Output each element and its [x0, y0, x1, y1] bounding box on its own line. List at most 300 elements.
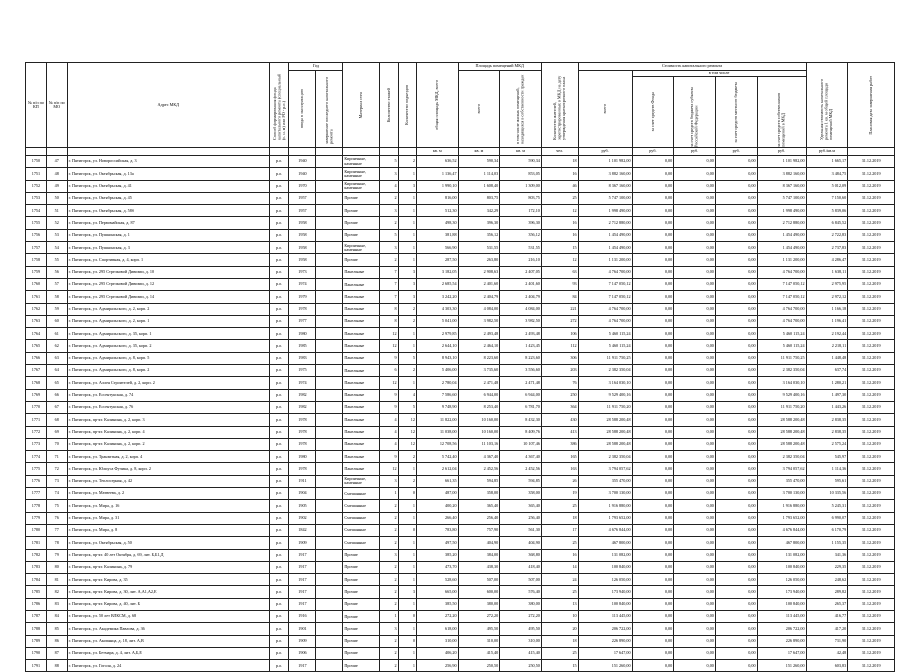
table-cell: 206 722,00: [757, 623, 806, 635]
table-cell: г. Пятигорск, ул. Мира, д. 8: [67, 524, 269, 536]
table-cell: 3 182,05: [416, 266, 458, 278]
table-cell: 7 147 050,12: [757, 278, 806, 290]
table-cell: 0,00: [715, 475, 757, 487]
table-cell: 10 160,00: [458, 426, 500, 438]
table-cell: Панельные: [343, 315, 380, 327]
table-cell: 31.12.2019: [848, 328, 895, 340]
table-cell: 561,30: [500, 524, 542, 536]
table-cell: [316, 426, 343, 438]
table-cell: 2: [380, 524, 398, 536]
table-cell: 355 470,00: [757, 475, 806, 487]
table-cell: [316, 623, 343, 635]
table-cell: 358,00: [458, 488, 500, 500]
table-cell: 3: [398, 180, 416, 192]
table-cell: 3 982,50: [500, 315, 542, 327]
table-cell: 2: [380, 647, 398, 659]
table-cell: 495,50: [500, 623, 542, 635]
table-cell: р.о.: [269, 365, 289, 377]
table-cell: 8 223,60: [458, 352, 500, 364]
table-cell: 3 700 130,00: [578, 488, 632, 500]
table-cell: 731,90: [806, 635, 848, 647]
table-cell: 1 114,03: [458, 168, 500, 180]
table-cell: 0,00: [632, 315, 674, 327]
table-cell: 93: [541, 278, 578, 290]
table-cell: 86: [46, 635, 67, 647]
table-cell: 1: [398, 647, 416, 659]
table-cell: 1753: [26, 192, 47, 204]
table-cell: Кирпичные, каменные: [343, 180, 380, 192]
table-cell: р.о.: [269, 340, 289, 352]
table-cell: 60: [46, 315, 67, 327]
col-cost-local: за счет средств местного бюджета: [715, 77, 757, 148]
table-cell: 0,00: [674, 156, 716, 168]
table-cell: 20: [541, 623, 578, 635]
table-cell: 31.12.2019: [848, 352, 895, 364]
table-cell: 1776: [26, 475, 47, 487]
table-row: [26, 586, 895, 598]
table-cell: 2 493,48: [500, 328, 542, 340]
table-cell: Прочие: [343, 192, 380, 204]
table-cell: 1916: [289, 610, 316, 622]
table-row: [26, 475, 895, 487]
table-cell: 2: [380, 586, 398, 598]
table-cell: г. Пятигорск, ул. Адмиральского, д. 35, корп. 2: [67, 340, 269, 352]
table-cell: 1789: [26, 635, 47, 647]
table-cell: 272,20: [416, 610, 458, 622]
table-cell: 380,00: [458, 598, 500, 610]
table-cell: 256,40: [500, 512, 542, 524]
table-cell: [316, 610, 343, 622]
table-cell: 16: [541, 229, 578, 241]
table-cell: Прочие: [343, 574, 380, 586]
table-cell: 31.12.2019: [848, 229, 895, 241]
table-cell: 7: [380, 278, 398, 290]
table-cell: 11 911 750,25: [578, 352, 632, 364]
table-cell: 18: [541, 512, 578, 524]
table-cell: [316, 524, 343, 536]
table-cell: 15: [541, 242, 578, 254]
table-cell: 0,00: [674, 610, 716, 622]
table-cell: 3 556,60: [500, 365, 542, 377]
table-row: [26, 192, 895, 204]
table-cell: 3: [380, 623, 398, 635]
table-cell: 2 722,83: [806, 229, 848, 241]
table-cell: 0,00: [715, 401, 757, 413]
table-cell: 7: [380, 291, 398, 303]
table-cell: 2 780,04: [416, 377, 458, 389]
table-cell: 1754: [26, 205, 47, 217]
table-cell: р.о.: [269, 389, 289, 401]
table-cell: 1781: [26, 537, 47, 549]
table-cell: 2 407,05: [500, 266, 542, 278]
table-cell: 381,88: [416, 229, 458, 241]
table-cell: 2 712 880,00: [578, 217, 632, 229]
table-cell: 1982: [289, 389, 316, 401]
table-cell: 1760: [26, 278, 47, 290]
table-cell: 2: [380, 537, 398, 549]
table-cell: 25: [541, 192, 578, 204]
table-cell: 2 382 350,04: [757, 365, 806, 377]
table-cell: 0,00: [674, 377, 716, 389]
table-cell: 1777: [26, 488, 47, 500]
table-cell: 56: [46, 266, 67, 278]
table-cell: 4 676 844,00: [578, 524, 632, 536]
table-cell: 163: [541, 463, 578, 475]
table-cell: 4 764 700,00: [578, 266, 632, 278]
table-cell: 0,00: [632, 303, 674, 315]
table-cell: 0,00: [632, 512, 674, 524]
table-cell: 0,00: [674, 205, 716, 217]
table-cell: р.о.: [269, 610, 289, 622]
table-cell: 1768: [26, 377, 47, 389]
table-cell: р.о.: [269, 254, 289, 266]
table-cell: 31.12.2019: [848, 254, 895, 266]
table-cell: 3: [380, 205, 398, 217]
table-row: [26, 291, 895, 303]
table-cell: 63: [541, 266, 578, 278]
table-cell: 590,34: [500, 156, 542, 168]
table-cell: 131 082,00: [578, 549, 632, 561]
table-cell: 0,00: [632, 365, 674, 377]
table-cell: 1786: [26, 598, 47, 610]
table-cell: 2: [380, 192, 398, 204]
table-cell: Прочие: [343, 205, 380, 217]
table-row: [26, 647, 895, 659]
table-cell: 0,00: [674, 266, 716, 278]
table-cell: 3: [398, 586, 416, 598]
table-cell: 473,70: [416, 561, 458, 573]
table-cell: 256,90: [416, 660, 458, 672]
table-cell: 82: [46, 586, 67, 598]
table-cell: 31.12.2019: [848, 635, 895, 647]
table-cell: [316, 278, 343, 290]
table-cell: 0,00: [715, 229, 757, 241]
table-cell: 263,80: [458, 254, 500, 266]
table-cell: 7 586,60: [416, 389, 458, 401]
table-cell: г. Пятигорск, ул. 295 Стрелковой Дивизии, д. 12: [67, 278, 269, 290]
table-cell: 151 260,00: [578, 660, 632, 672]
table-cell: 61: [46, 328, 67, 340]
table-cell: 1 638,11: [806, 266, 848, 278]
col-year-commission: ввода в эксплуатацию: [289, 71, 316, 148]
col-cost-total: всего: [578, 71, 632, 148]
table-cell: 418,40: [500, 561, 542, 573]
table-cell: 1: [398, 205, 416, 217]
table-cell: 1917: [289, 549, 316, 561]
table-cell: 0,00: [632, 488, 674, 500]
table-cell: [316, 254, 343, 266]
table-row: [26, 205, 895, 217]
table-cell: 2 382 350,04: [578, 365, 632, 377]
table-cell: 1756: [26, 229, 47, 241]
col-area-total: всего: [458, 71, 500, 148]
table-cell: 31.12.2019: [848, 451, 895, 463]
table-cell: 0,00: [715, 647, 757, 659]
table-cell: р.о.: [269, 414, 289, 426]
table-cell: 2 975,95: [806, 278, 848, 290]
table-cell: 803,75: [458, 192, 500, 204]
table-cell: 272,20: [458, 610, 500, 622]
table-cell: 1772: [26, 426, 47, 438]
table-row: [26, 303, 895, 315]
table-cell: 216,10: [500, 254, 542, 266]
table-cell: 85: [46, 623, 67, 635]
table-cell: 1: [398, 549, 416, 561]
table-row: [26, 610, 895, 622]
table-cell: 0,00: [715, 549, 757, 561]
table-row: [26, 156, 895, 168]
table-cell: 487,00: [416, 488, 458, 500]
table-cell: 76: [46, 512, 67, 524]
table-row: [26, 561, 895, 573]
table-cell: 3 794 057,62: [578, 463, 632, 475]
table-cell: 0,00: [674, 488, 716, 500]
table-cell: 0,00: [674, 426, 716, 438]
table-cell: [316, 438, 343, 450]
table-cell: 4: [380, 180, 398, 192]
table-cell: Панельные: [343, 426, 380, 438]
col-cost-fund: за счет средств Фонда: [632, 77, 674, 148]
table-cell: 2 644,10: [416, 340, 458, 352]
table-cell: 3 794 057,62: [757, 463, 806, 475]
table-cell: 0,00: [715, 254, 757, 266]
table-row: [26, 328, 895, 340]
table-cell: 0,00: [715, 635, 757, 647]
table-cell: 4: [380, 438, 398, 450]
table-cell: 3: [380, 549, 398, 561]
table-cell: 1765: [26, 340, 47, 352]
table-row: [26, 635, 895, 647]
table-cell: 7 147 050,12: [578, 291, 632, 303]
table-cell: 4 084,00: [458, 303, 500, 315]
table-cell: 1957: [289, 205, 316, 217]
table-cell: 1: [398, 623, 416, 635]
table-cell: Панельные: [343, 414, 380, 426]
table-cell: Прочие: [343, 598, 380, 610]
table-cell: 8 253,40: [458, 401, 500, 413]
table-cell: 16: [541, 217, 578, 229]
table-cell: 66: [46, 389, 67, 401]
table-cell: 5 747 100,00: [578, 192, 632, 204]
table-cell: 0,00: [632, 229, 674, 241]
table-cell: 11 911 750,25: [757, 352, 806, 364]
col-fund-method: Способ формирования фонда капитального ремонта (специальный (с. н. м) или РО - р.о.): [269, 63, 289, 148]
table-cell: 64: [46, 365, 67, 377]
table-cell: [316, 365, 343, 377]
table-cell: 2: [380, 512, 398, 524]
table-cell: 9: [380, 451, 398, 463]
table-cell: 3 164 030,10: [757, 377, 806, 389]
table-cell: 12: [380, 463, 398, 475]
table-cell: 2: [380, 254, 398, 266]
table-cell: 31.12.2019: [848, 156, 895, 168]
table-cell: 0,00: [632, 438, 674, 450]
table-cell: г. Пятигорск, пр-кт. Калинина, д. 79: [67, 561, 269, 573]
table-cell: [316, 291, 343, 303]
table-cell: 9 529 400,16: [578, 389, 632, 401]
table-cell: 17 647,00: [578, 647, 632, 659]
table-cell: 100 840,00: [757, 598, 806, 610]
table-cell: 1766: [26, 352, 47, 364]
table-cell: 1970: [289, 180, 316, 192]
table-cell: 0,00: [674, 524, 716, 536]
table-cell: г. Пятигорск, пр-кт. Кирова, д. 40, лит. Б: [67, 598, 269, 610]
table-cell: 31.12.2019: [848, 549, 895, 561]
table-cell: 3: [380, 168, 398, 180]
table-cell: Прочие: [343, 217, 380, 229]
table-cell: 2 464,10: [458, 340, 500, 352]
table-cell: 2: [398, 365, 416, 377]
table-cell: Панельные: [343, 401, 380, 413]
col-year-group: Год: [289, 63, 343, 71]
table-cell: [316, 242, 343, 254]
table-cell: 1: [398, 574, 416, 586]
table-cell: Прочие: [343, 229, 380, 241]
table-cell: 306: [541, 352, 578, 364]
table-cell: р.о.: [269, 438, 289, 450]
table-cell: 1: [380, 488, 398, 500]
table-cell: [316, 561, 343, 573]
table-cell: 1761: [26, 291, 47, 303]
table-cell: Прочие: [343, 647, 380, 659]
table-cell: 8 943,10: [416, 352, 458, 364]
units-row: [26, 148, 895, 156]
table-cell: 48: [46, 168, 67, 180]
table-cell: 221: [541, 303, 578, 315]
table-cell: [316, 586, 343, 598]
table-cell: 0,00: [632, 574, 674, 586]
table-cell: 2 452,56: [458, 463, 500, 475]
table-cell: 0,00: [632, 401, 674, 413]
table-cell: р.о.: [269, 180, 289, 192]
table-cell: 9: [380, 352, 398, 364]
table-cell: 1: [398, 192, 416, 204]
unit-cell: руб./кв.м: [806, 148, 848, 156]
col-area-residential: в том числе жилых помещений, находящихся в собственности граждан: [500, 71, 542, 148]
table-cell: 0,00: [674, 574, 716, 586]
table-cell: 126 050,00: [757, 574, 806, 586]
table-cell: 0,00: [715, 537, 757, 549]
table-cell: [316, 463, 343, 475]
table-cell: 1980: [289, 451, 316, 463]
table-cell: 28 588 200,48: [578, 438, 632, 450]
table-cell: 62: [46, 340, 67, 352]
table-cell: 0,00: [632, 537, 674, 549]
table-cell: 7: [380, 266, 398, 278]
table-row: [26, 524, 895, 536]
table-cell: 2: [398, 451, 416, 463]
table-cell: г. Пятигорск, ул. Аллея Строителей, д. 2, корп. 2: [67, 377, 269, 389]
table-cell: 6 845,52: [806, 217, 848, 229]
table-cell: 531,55: [458, 242, 500, 254]
table-cell: 28 588 200,48: [578, 426, 632, 438]
table-cell: г. Пятигорск, ул. Мира, д. 31: [67, 512, 269, 524]
table-cell: Прочие: [343, 549, 380, 561]
table-cell: 31.12.2019: [848, 401, 895, 413]
table-cell: 0,00: [632, 647, 674, 659]
table-cell: 1769: [26, 389, 47, 401]
table-cell: 4 303,30: [416, 303, 458, 315]
table-cell: 355 470,00: [578, 475, 632, 487]
table-cell: [316, 229, 343, 241]
table-cell: [316, 340, 343, 352]
table-cell: Панельные: [343, 340, 380, 352]
table-cell: 531,55: [500, 242, 542, 254]
table-cell: 151 260,00: [757, 660, 806, 672]
table-cell: 1 998 490,00: [578, 205, 632, 217]
table-cell: 31.12.2019: [848, 574, 895, 586]
table-cell: р.о.: [269, 488, 289, 500]
table-cell: 0,00: [632, 561, 674, 573]
table-cell: 7 150,60: [806, 192, 848, 204]
table-cell: 1958: [289, 254, 316, 266]
table-cell: р.о.: [269, 451, 289, 463]
table-cell: 1 454 490,00: [578, 242, 632, 254]
col-floors: Количество этажей: [380, 63, 398, 148]
table-cell: 17: [541, 524, 578, 536]
table-cell: 1774: [26, 451, 47, 463]
table-cell: г. Пятигорск, ул. Новороссийская, д. 3: [67, 156, 269, 168]
table-cell: Панельные: [343, 328, 380, 340]
table-cell: 438,30: [458, 561, 500, 573]
table-cell: 5: [398, 352, 416, 364]
table-cell: 31.12.2019: [848, 389, 895, 401]
table-cell: Смешанные: [343, 488, 380, 500]
table-cell: р.о.: [269, 475, 289, 487]
table-cell: [316, 451, 343, 463]
table-cell: 0,00: [632, 180, 674, 192]
table-cell: 226 890,00: [578, 635, 632, 647]
table-cell: г. Пятигорск, ул. Спортивная, д. 4, корп. 1: [67, 254, 269, 266]
table-cell: Кирпичные, каменные: [343, 168, 380, 180]
table-cell: 2 452,56: [500, 463, 542, 475]
table-cell: 342,29: [458, 205, 500, 217]
table-cell: 31.12.2019: [848, 192, 895, 204]
table-cell: 2 737,83: [806, 242, 848, 254]
table-cell: 9 529 400,16: [757, 389, 806, 401]
table-cell: 53: [46, 229, 67, 241]
table-cell: 0,00: [632, 242, 674, 254]
table-cell: 1770: [26, 401, 47, 413]
table-cell: р.о.: [269, 660, 289, 672]
table-cell: 803,75: [500, 192, 542, 204]
table-cell: р.о.: [269, 549, 289, 561]
table-cell: 1 454 490,00: [757, 242, 806, 254]
table-cell: Панельные: [343, 438, 380, 450]
table-cell: 1 166,18: [806, 303, 848, 315]
table-cell: 10 160,00: [458, 414, 500, 426]
table-cell: г. Пятигорск, ул. Октябрьская, д. 41: [67, 180, 269, 192]
table-row: [26, 217, 895, 229]
table-cell: 0,00: [632, 660, 674, 672]
table-cell: 1784: [26, 574, 47, 586]
table-cell: р.о.: [269, 598, 289, 610]
table-cell: Кирпичные, каменные: [343, 156, 380, 168]
table-cell: р.о.: [269, 229, 289, 241]
table-body: [26, 156, 895, 672]
table-cell: 0,00: [632, 451, 674, 463]
table-cell: Прочие: [343, 660, 380, 672]
table-cell: 1750: [26, 156, 47, 168]
table-cell: Панельные: [343, 278, 380, 290]
table-cell: 1755: [26, 217, 47, 229]
table-cell: 8 367 160,00: [578, 180, 632, 192]
table-cell: 0,00: [715, 315, 757, 327]
table-cell: 6 944,00: [458, 389, 500, 401]
table-cell: 0,00: [715, 451, 757, 463]
table-cell: 4 764 700,00: [578, 303, 632, 315]
table-cell: 1985: [289, 340, 316, 352]
